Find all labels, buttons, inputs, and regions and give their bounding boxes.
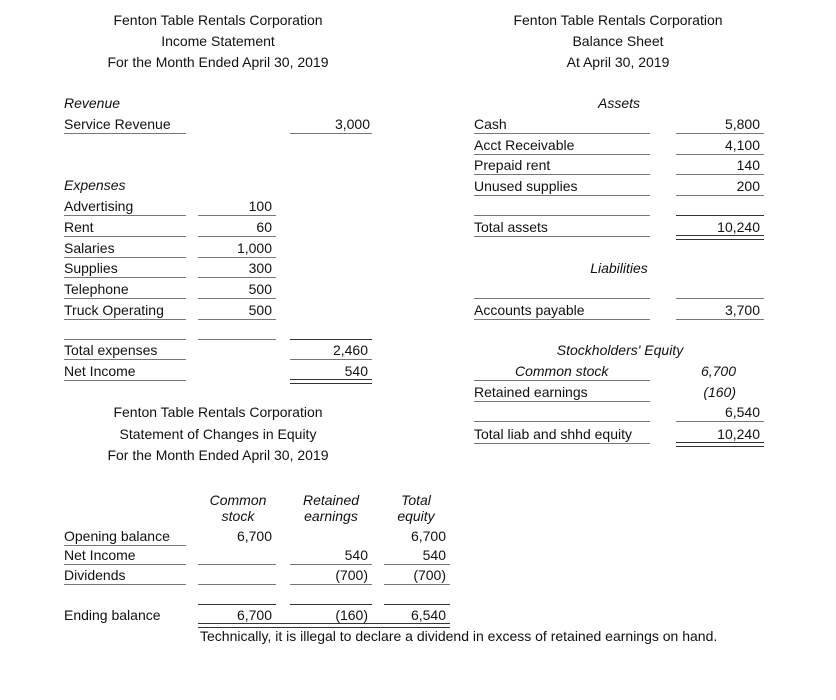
ending-total: 6,540 [410, 607, 446, 623]
ending-balance-label: Ending balance [64, 607, 161, 623]
balance-company: Fenton Table Rentals Corporation [513, 12, 723, 28]
balance-title: Balance Sheet [572, 33, 664, 49]
underline [474, 215, 650, 216]
dividend-note: Technically, it is illegal to declare a dividend in excess of retained earnings on hand. [200, 628, 718, 644]
total-rule [198, 604, 276, 605]
underline [474, 154, 650, 155]
underline [198, 298, 276, 299]
double-underline [676, 442, 764, 447]
underline [198, 257, 276, 258]
underline [474, 174, 650, 175]
underline [64, 564, 186, 565]
total-expenses-value: 2,460 [332, 342, 368, 358]
assets-heading: Assets [597, 95, 640, 111]
total-expenses-label: Total expenses [64, 342, 158, 358]
dividends-total: (700) [413, 567, 446, 583]
underline [64, 380, 186, 381]
retained-earnings-label: Retained earnings [474, 384, 588, 400]
underline [64, 359, 186, 360]
underline [474, 319, 650, 320]
asset-label: Cash [474, 116, 507, 132]
equity-title: Statement of Changes in Equity [119, 426, 317, 442]
double-underline [290, 379, 372, 384]
underline [676, 421, 764, 422]
expense-label: Rent [64, 219, 94, 235]
underline [290, 584, 372, 585]
asset-label: Prepaid rent [474, 157, 551, 173]
income-title: Income Statement [161, 33, 275, 49]
net-income-retained: 540 [344, 547, 368, 563]
underline [64, 339, 186, 340]
asset-label: Acct Receivable [474, 137, 575, 153]
dividends-retained: (700) [335, 567, 368, 583]
underline [676, 174, 764, 175]
underline [198, 339, 276, 340]
expense-label: Supplies [64, 260, 118, 276]
col-retained-line2: earnings [304, 508, 358, 524]
income-company: Fenton Table Rentals Corporation [113, 12, 323, 28]
underline [474, 421, 650, 422]
ending-common: 6,700 [236, 607, 272, 623]
service-revenue-label: Service Revenue [64, 116, 171, 132]
underline [198, 236, 276, 237]
equity-total-value: 6,540 [724, 404, 760, 420]
total-rule [384, 604, 450, 605]
expense-label: Truck Operating [64, 302, 164, 318]
equity-company: Fenton Table Rentals Corporation [113, 404, 323, 420]
expense-value: 300 [248, 260, 272, 276]
underline [64, 277, 186, 278]
total-assets-label: Total assets [474, 219, 548, 235]
asset-value: 5,800 [724, 116, 760, 132]
dividends-label: Dividends [64, 567, 126, 583]
underline [290, 359, 372, 360]
accounts-payable-value: 3,700 [724, 302, 760, 318]
expenses-heading: Expenses [64, 177, 126, 193]
underline [290, 564, 372, 565]
revenue-heading: Revenue [64, 95, 121, 111]
underline [64, 215, 186, 216]
expense-value: 1,000 [236, 240, 272, 256]
total-rule [290, 604, 372, 605]
income-period: For the Month Ended April 30, 2019 [107, 54, 329, 70]
underline [64, 319, 186, 320]
equity-period: For the Month Ended April 30, 2019 [107, 447, 329, 463]
underline [474, 401, 650, 402]
expense-label: Advertising [64, 198, 134, 214]
total-assets-value: 10,240 [717, 219, 760, 235]
underline [676, 298, 764, 299]
expense-value: 500 [248, 302, 272, 318]
underline [198, 215, 276, 216]
expense-label: Salaries [64, 240, 115, 256]
common-stock-value: 6,700 [700, 363, 736, 379]
underline [64, 133, 186, 134]
opening-balance-label: Opening balance [64, 528, 170, 544]
underline [64, 584, 186, 585]
asset-value: 200 [736, 178, 760, 194]
underline [198, 564, 276, 565]
asset-value: 140 [736, 157, 760, 173]
asset-label: Unused supplies [474, 178, 578, 194]
total-liab-value: 10,240 [717, 426, 760, 442]
expense-value: 60 [256, 219, 272, 235]
expense-value: 100 [248, 198, 272, 214]
net-income-value: 540 [344, 363, 368, 379]
col-common-line2: stock [221, 508, 255, 524]
underline [474, 133, 650, 134]
underline [676, 154, 764, 155]
underline [676, 133, 764, 134]
col-total-line1: Total [401, 492, 431, 508]
underline [676, 319, 764, 320]
opening-common: 6,700 [236, 528, 272, 544]
service-revenue-value: 3,000 [334, 116, 370, 132]
ending-retained: (160) [335, 607, 368, 623]
col-retained-line1: Retained [302, 492, 360, 508]
underline [64, 298, 186, 299]
underline [64, 257, 186, 258]
net-income-total: 540 [422, 547, 446, 563]
underline [384, 584, 450, 585]
underline [474, 236, 650, 237]
double-underline [676, 235, 764, 240]
net-income-label: Net Income [64, 363, 136, 379]
total-rule [676, 215, 764, 216]
balance-date: At April 30, 2019 [566, 54, 670, 70]
underline [198, 277, 276, 278]
total-rule [290, 339, 372, 340]
common-stock-label: Common stock [515, 363, 609, 379]
expense-label: Telephone [64, 281, 129, 297]
col-common-line1: Common [209, 492, 267, 508]
underline [474, 195, 650, 196]
underline [198, 319, 276, 320]
underline [474, 298, 650, 299]
expense-value: 500 [248, 281, 272, 297]
underline [384, 564, 450, 565]
underline [64, 545, 186, 546]
underline [198, 584, 276, 585]
underline [64, 236, 186, 237]
asset-value: 4,100 [724, 137, 760, 153]
underline [676, 195, 764, 196]
total-liab-label: Total liab and shhd equity [474, 426, 632, 442]
liabilities-heading: Liabilities [590, 260, 648, 276]
underline [474, 443, 650, 444]
underline [290, 133, 372, 134]
retained-earnings-value: (160) [703, 384, 736, 400]
accounts-payable-label: Accounts payable [474, 302, 585, 318]
underline [474, 380, 650, 381]
net-income-row-label: Net Income [64, 547, 136, 563]
equity-heading: Stockholders' Equity [556, 342, 684, 358]
opening-total: 6,700 [410, 528, 446, 544]
col-total-line2: equity [397, 508, 435, 524]
